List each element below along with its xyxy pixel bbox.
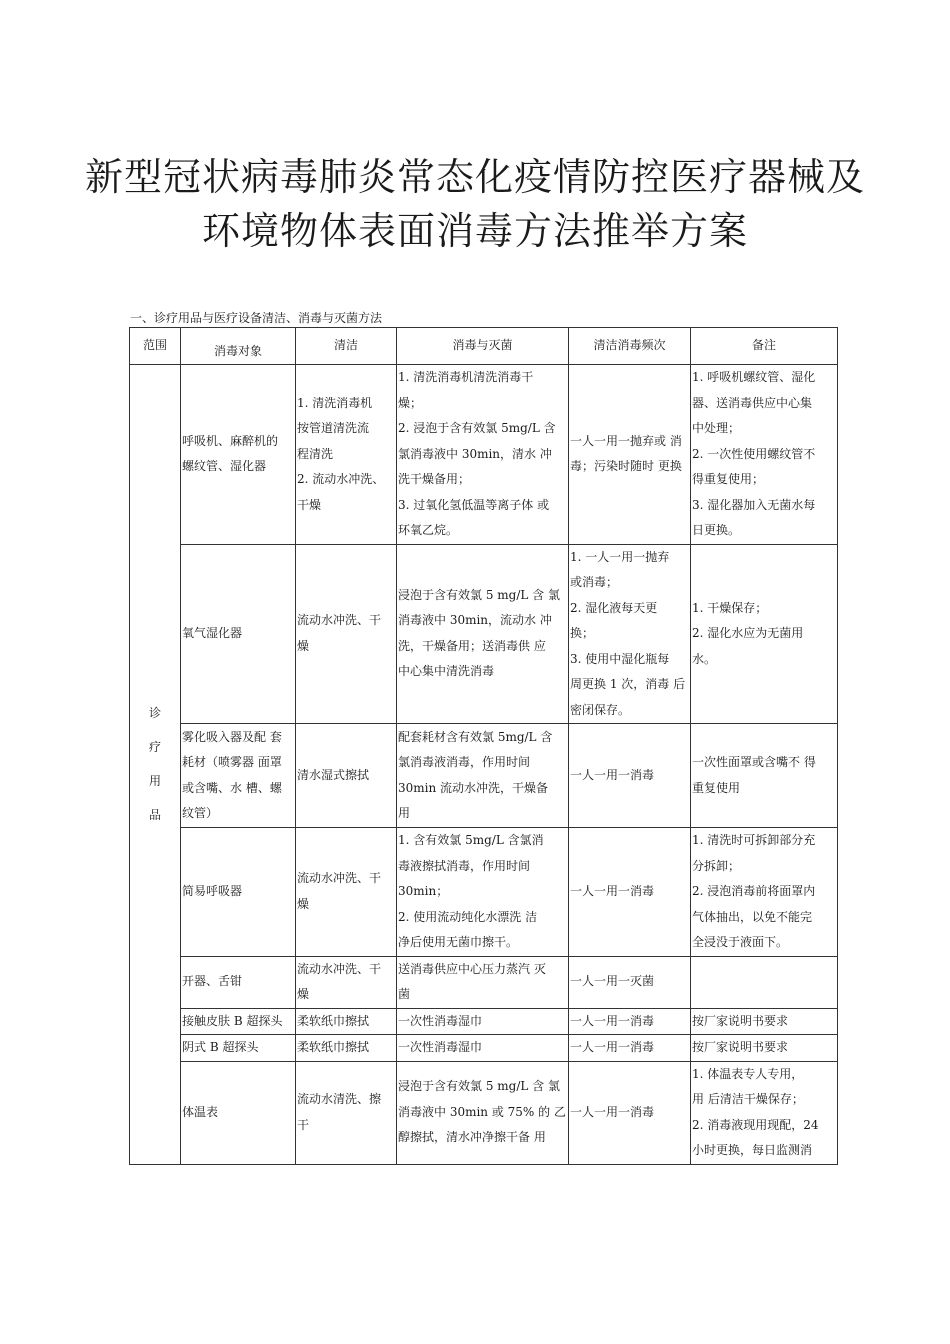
- cell-line: 燥: [297, 896, 310, 911]
- cell-line: 小时更换，每日监测消: [692, 1143, 813, 1157]
- header-disinfect: 消毒与灭菌: [397, 328, 569, 365]
- cell-line: 开器、舌钳: [182, 974, 243, 989]
- cell-disinfect: [397, 1061, 569, 1164]
- cell-line: 或消毒；: [570, 575, 619, 589]
- cell-frequency: [569, 1061, 691, 1164]
- cell-line: 一人一用一消毒: [570, 884, 655, 898]
- cell-clean: [296, 1061, 397, 1164]
- cell-line: 得重复使用；: [692, 472, 765, 486]
- cell-line: 一人一用一消毒: [570, 1040, 655, 1054]
- cell-disinfect: [397, 724, 569, 828]
- cell-line: 换；: [570, 626, 595, 640]
- cell-line: 环氧乙烷。: [398, 523, 459, 537]
- cell-line: 柔软纸巾擦拭: [297, 1040, 370, 1054]
- cell-line: 燥；: [398, 395, 423, 410]
- cell-line: 密闭保存。: [570, 702, 631, 717]
- scope-char: 疗: [148, 740, 161, 755]
- cell-line: 一人一用一消毒: [570, 767, 655, 782]
- cell-line: 一次性消毒湿巾: [398, 1040, 483, 1054]
- cell-line: 浸泡于含有效氯 5 mg/L 含 氯: [398, 587, 560, 602]
- cell-line: 干燥: [297, 497, 322, 512]
- scope-char: 用: [148, 774, 161, 789]
- cell-line: 洗干燥备用；: [398, 472, 471, 486]
- cell-line: 柔软纸巾擦拭: [297, 1013, 370, 1028]
- cell-line: 雾化吸入器及配 套: [182, 729, 282, 744]
- table-row: [130, 544, 838, 724]
- cell-line: 全浸没于液面下。: [692, 935, 789, 949]
- cell-line: 流动水清洗、擦: [297, 1092, 382, 1106]
- cell-line: 流动水冲洗、干: [297, 613, 382, 628]
- cell-object: [181, 1035, 296, 1062]
- cell-frequency: [569, 1035, 691, 1062]
- cell-line: 一人一用一灭菌: [570, 974, 655, 989]
- cell-line: 消毒液中 30min 或 75% 的 乙: [398, 1104, 566, 1119]
- scope-char: 诊: [148, 706, 161, 721]
- table-row: [130, 724, 838, 828]
- cell-line: 配套耗材含有效氯 5mg/L 含: [398, 729, 553, 744]
- cell-line: 周更换 1 次，消毒 后: [570, 677, 686, 691]
- cell-line: 接触皮肤 B 超探头: [182, 1013, 283, 1028]
- cell-line: 按厂家说明书要求: [692, 1040, 789, 1054]
- cell-note: [691, 1061, 838, 1164]
- cell-line: 一次性面罩或含嘴不 得: [692, 755, 816, 769]
- header-note: 备注: [691, 328, 838, 365]
- cell-line: 送消毒供应中心压力蒸汽 灭: [398, 961, 546, 976]
- cell-line: 净后使用无菌巾擦干。: [398, 935, 519, 949]
- cell-line: 一人一用一消毒: [570, 1013, 655, 1028]
- cell-line: 30min 流动水冲洗，干燥备: [398, 780, 549, 795]
- header-clean: 清洁: [296, 328, 397, 365]
- title-line-2: 环境物体表面消毒方法推举方案: [201, 209, 748, 253]
- cell-clean: [296, 1008, 397, 1035]
- cell-line: 1. 清洗消毒机清洗消毒干: [398, 370, 534, 384]
- cell-line: 简易呼吸器: [182, 884, 243, 898]
- table-row: [130, 365, 838, 545]
- cell-line: 用: [398, 806, 411, 820]
- cell-clean: [296, 365, 397, 545]
- cell-line: 2. 一次性使用螺纹管不: [692, 446, 816, 461]
- cell-disinfect: [397, 1008, 569, 1035]
- cell-note: [691, 956, 838, 1008]
- cell-line: 分拆卸；: [692, 858, 741, 873]
- cell-object: [181, 544, 296, 724]
- cell-line: 2. 消毒液现用现配，24: [692, 1117, 819, 1132]
- cell-disinfect: [397, 828, 569, 957]
- cell-note: [691, 828, 838, 957]
- cell-clean: [296, 828, 397, 957]
- cell-line: 纹管）: [182, 806, 219, 820]
- cell-object: [181, 365, 296, 545]
- cell-line: 一次性消毒湿巾: [398, 1013, 483, 1028]
- disinfection-table: [129, 327, 838, 1165]
- cell-object: [181, 1008, 296, 1035]
- cell-object: [181, 724, 296, 828]
- cell-line: 菌: [398, 987, 411, 1001]
- table-row: [130, 828, 838, 957]
- header-frequency: 清洁消毒频次: [569, 328, 691, 365]
- cell-line: 30min；: [398, 884, 449, 898]
- cell-line: 氧气湿化器: [182, 626, 243, 640]
- cell-line: 重复使用: [692, 780, 741, 795]
- cell-line: 2. 使用流动纯化水漂洗 洁: [398, 909, 538, 924]
- cell-object: [181, 828, 296, 957]
- cell-frequency: [569, 544, 691, 724]
- header-object: 消毒对象: [181, 328, 296, 365]
- section-heading: 一、诊疗用品与医疗设备清洁、消毒与灭菌方法: [130, 311, 383, 325]
- cell-line: 1. 体温表专人专用，: [692, 1066, 804, 1081]
- cell-line: 1. 一人一用一抛弃: [570, 549, 670, 564]
- cell-line: 按管道清洗流: [297, 421, 370, 435]
- cell-line: 消毒液中 30min，流动水 冲: [398, 613, 552, 628]
- cell-frequency: [569, 724, 691, 828]
- cell-line: 流动水冲洗、干: [297, 871, 382, 886]
- cell-object: [181, 1061, 296, 1164]
- header-scope: 范围: [130, 328, 181, 365]
- cell-disinfect: [397, 544, 569, 724]
- cell-line: 干: [297, 1117, 310, 1132]
- cell-line: 中处理；: [692, 421, 741, 435]
- cell-line: 流动水冲洗、干: [297, 961, 382, 976]
- cell-line: 浸泡于含有效氯 5 mg/L 含 氯: [398, 1079, 560, 1094]
- scope-char: 品: [148, 808, 161, 823]
- cell-line: 体温表: [182, 1104, 219, 1119]
- cell-line: 螺纹管、湿化器: [182, 459, 267, 474]
- cell-line: 氯消毒液消毒，作用时间: [398, 755, 531, 769]
- cell-clean: [296, 1035, 397, 1062]
- cell-scope: [130, 365, 181, 1165]
- cell-line: 1. 呼吸机螺纹管、湿化: [692, 370, 816, 384]
- cell-line: 阴式 B 超探头: [182, 1040, 259, 1054]
- cell-line: 气体抽出，以免不能完: [692, 909, 813, 924]
- cell-line: 醇擦拭，清水冲净擦干备 用: [398, 1130, 546, 1145]
- table-row: [130, 1008, 838, 1035]
- cell-line: 或含嘴、水 槽、螺: [182, 780, 282, 795]
- cell-line: 1. 清洗消毒机: [297, 395, 373, 410]
- cell-note: [691, 1008, 838, 1035]
- cell-line: 2. 浸泡于含有效氯 5mg/L 含: [398, 421, 556, 435]
- cell-object: [181, 956, 296, 1008]
- cell-line: 3. 湿化器加入无菌水每: [692, 497, 816, 512]
- cell-line: 毒液擦拭消毒，作用时间: [398, 858, 531, 873]
- cell-note: [691, 365, 838, 545]
- cell-line: 耗材（喷雾器 面罩: [182, 755, 282, 769]
- cell-line: 燥: [297, 987, 310, 1001]
- cell-disinfect: [397, 365, 569, 545]
- cell-disinfect: [397, 1035, 569, 1062]
- cell-line: 清水湿式擦拭: [297, 767, 370, 782]
- cell-frequency: [569, 956, 691, 1008]
- cell-line: 3. 过氧化氢低温等离子体 或: [398, 497, 550, 512]
- cell-clean: [296, 544, 397, 724]
- cell-line: 一人一用一抛弃或 消: [570, 433, 682, 448]
- cell-line: 中心集中清洗消毒: [398, 664, 495, 679]
- table-row: [130, 956, 838, 1008]
- table-header-row: [130, 328, 838, 365]
- cell-line: 2. 湿化水应为无菌用: [692, 626, 804, 640]
- cell-line: 1. 含有效氯 5mg/L 含氯消: [398, 833, 544, 847]
- table-row: [130, 1061, 838, 1164]
- cell-clean: [296, 724, 397, 828]
- document-title: [0, 150, 950, 258]
- cell-line: 2. 浸泡消毒前将面罩内: [692, 884, 816, 898]
- cell-line: 洗，干燥备用；送消毒供 应: [398, 638, 546, 653]
- cell-line: 2. 流动水冲洗、: [297, 472, 385, 486]
- cell-frequency: [569, 1008, 691, 1035]
- cell-line: 水。: [692, 651, 717, 666]
- cell-frequency: [569, 828, 691, 957]
- cell-line: 2. 湿化液每天更: [570, 600, 658, 615]
- table-row: [130, 1035, 838, 1062]
- cell-line: 毒；污染时随时 更换: [570, 459, 682, 474]
- cell-line: 燥: [297, 638, 310, 653]
- cell-line: 1. 清洗时可拆卸部分充: [692, 833, 816, 847]
- cell-line: 日更换。: [692, 523, 741, 537]
- cell-note: [691, 724, 838, 828]
- cell-line: 氯消毒液中 30min，清水 冲: [398, 446, 552, 461]
- cell-frequency: [569, 365, 691, 545]
- cell-line: 呼吸机、麻醉机的: [182, 433, 279, 448]
- cell-line: 程清洗: [297, 446, 334, 461]
- cell-note: [691, 1035, 838, 1062]
- cell-clean: [296, 956, 397, 1008]
- cell-line: 用 后清洁干燥保存；: [692, 1092, 804, 1106]
- cell-line: 1. 干燥保存；: [692, 600, 768, 615]
- cell-note: [691, 544, 838, 724]
- title-line-1: 新型冠状病毒肺炎常态化疫情防控医疗器械及: [84, 155, 865, 199]
- cell-line: 按厂家说明书要求: [692, 1013, 789, 1028]
- cell-line: 一人一用一消毒: [570, 1104, 655, 1119]
- cell-disinfect: [397, 956, 569, 1008]
- cell-line: 3. 使用中湿化瓶每: [570, 651, 670, 666]
- cell-line: 器、送消毒供应中心集: [692, 395, 813, 410]
